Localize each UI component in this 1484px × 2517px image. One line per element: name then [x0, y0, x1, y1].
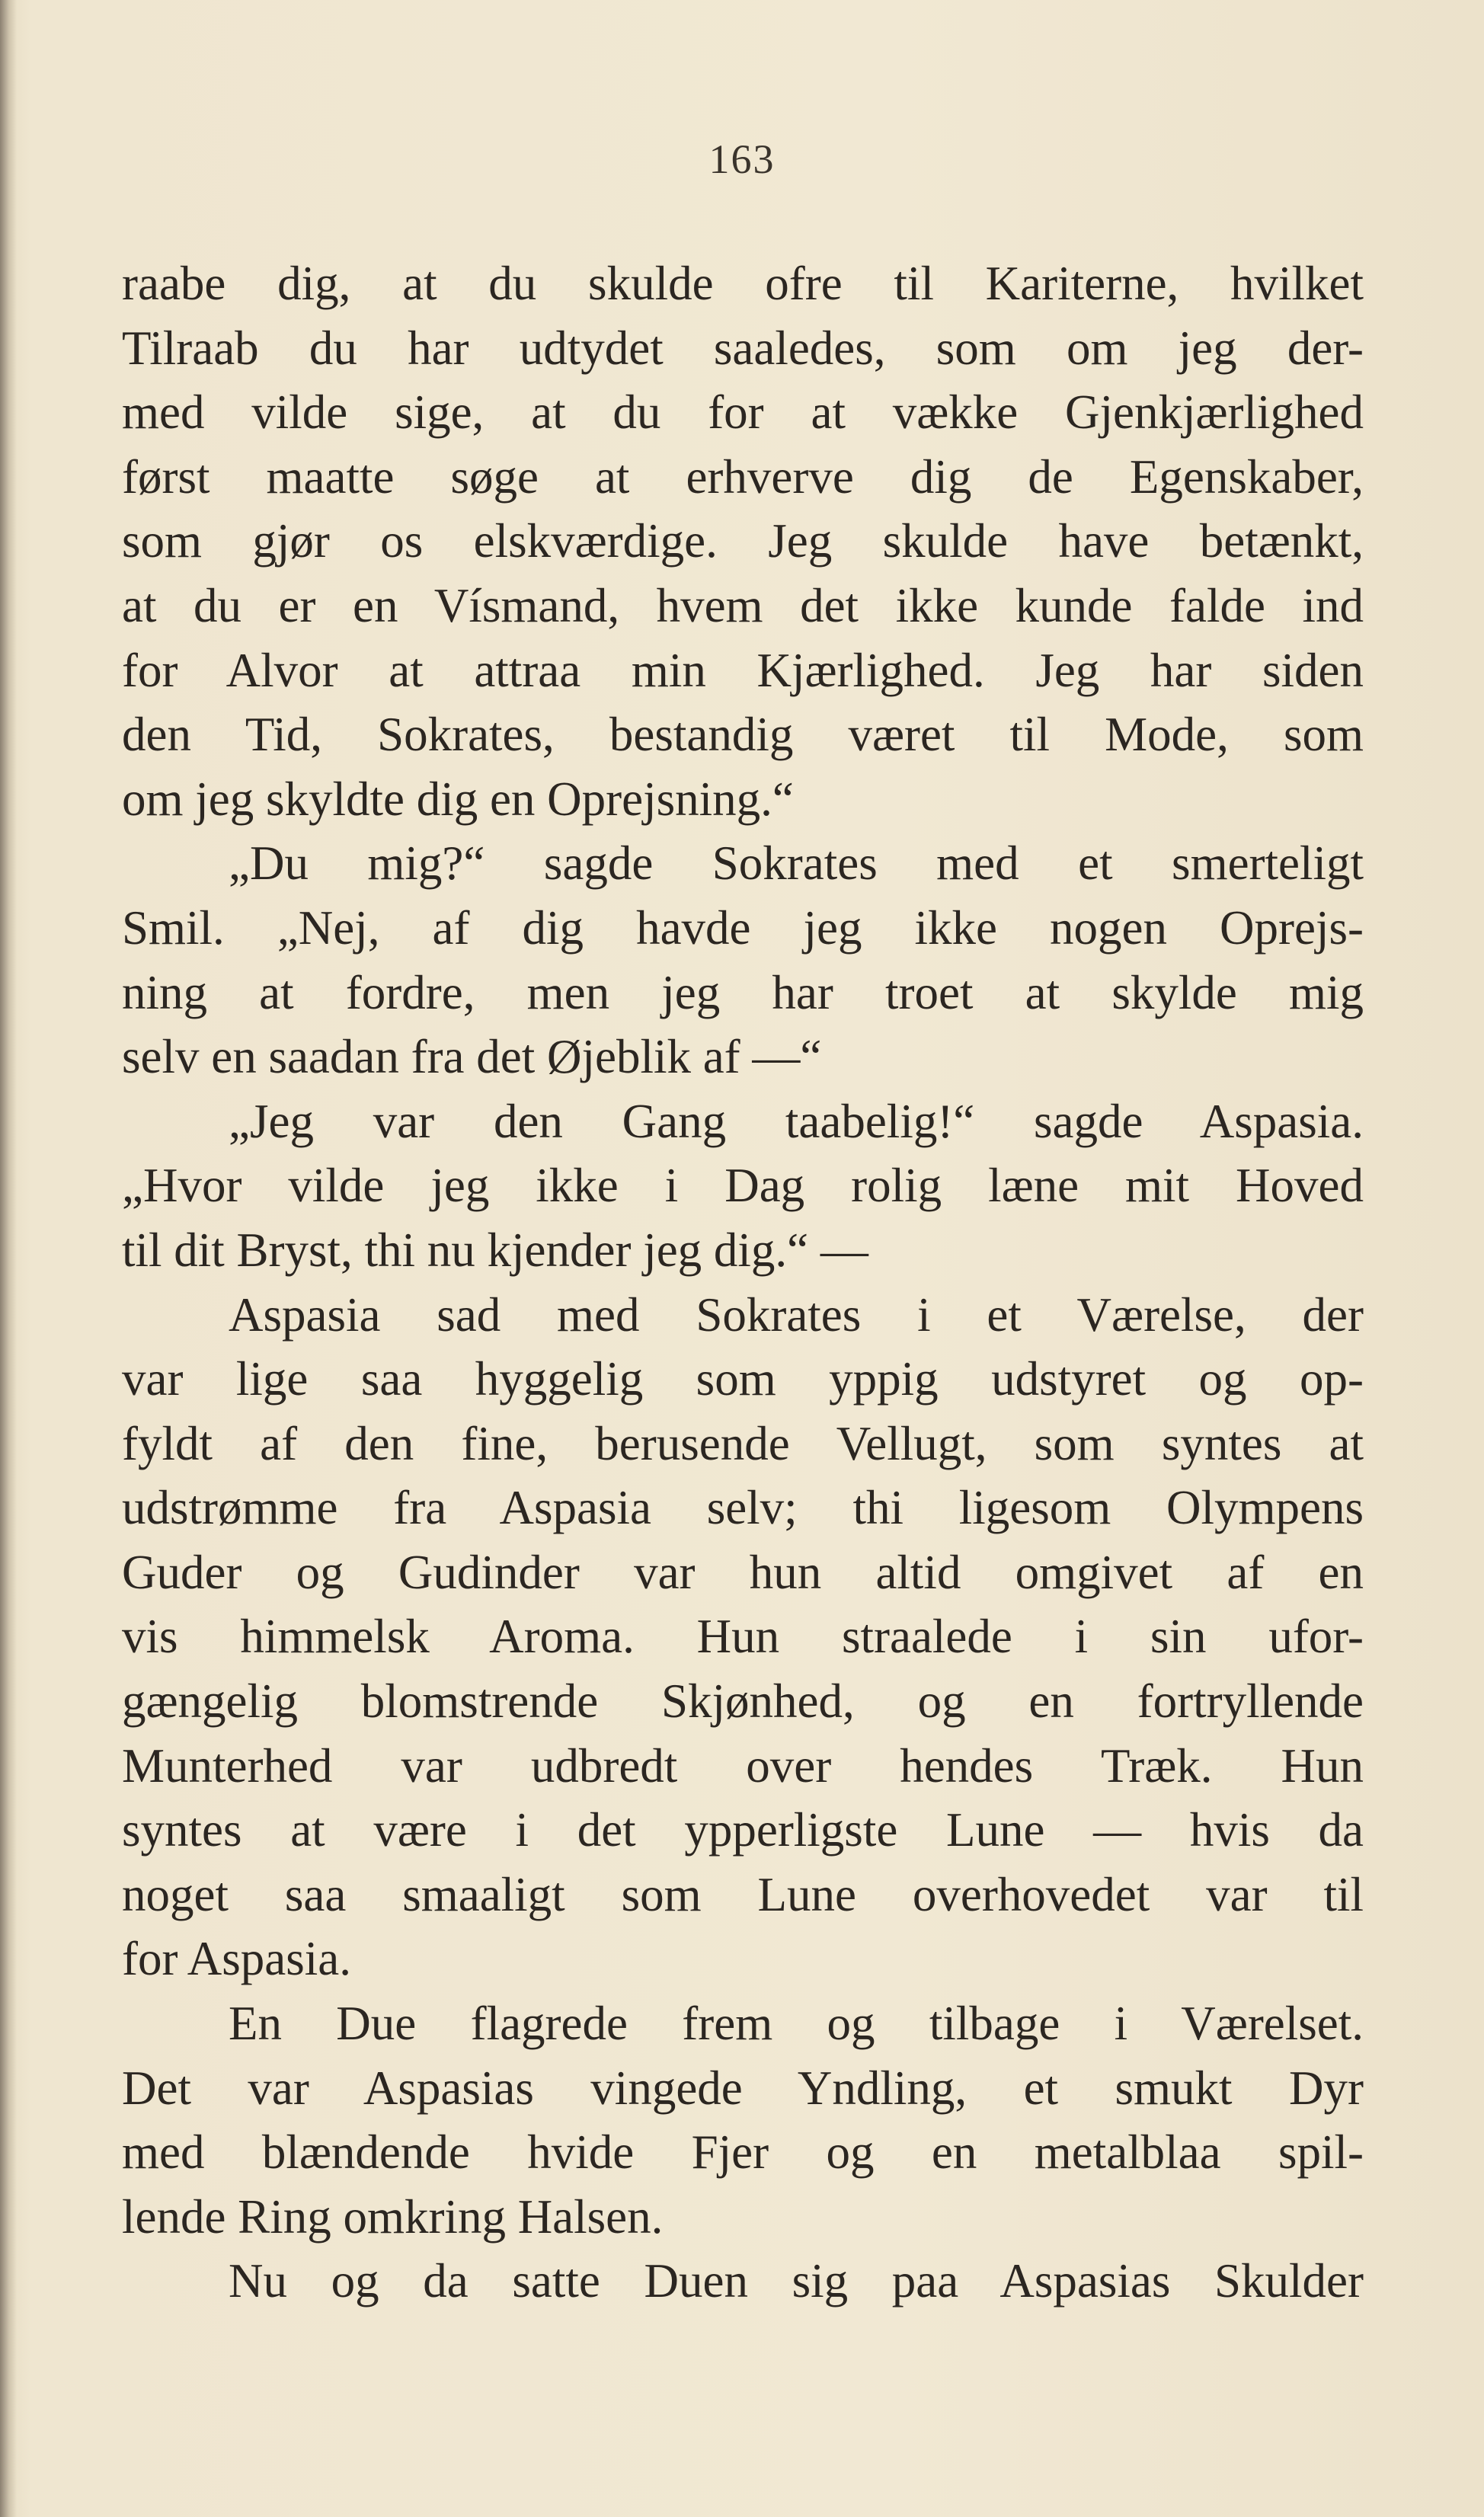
- text-line: vis himmelsk Aroma. Hun straalede i sin ufor-: [122, 1610, 1364, 1664]
- text-line: at du er en Vísmand, hvem det ikke kunde falde ind: [122, 578, 1364, 632]
- text-line: til dit Bryst, thi nu kjender jeg dig.“ —: [122, 1223, 868, 1277]
- text-line: selv en saadan fra det Øjeblik af —“: [122, 1030, 822, 1084]
- text-line: lende Ring omkring Halsen.: [122, 2189, 664, 2244]
- text-line: Aspasia sad med Sokrates i et Værelse, der: [229, 1287, 1364, 1342]
- text-line: først maatte søge at erhverve dig de Egenskaber,: [122, 449, 1364, 504]
- text-line: Guder og Gudinder var hun altid omgivet af en: [122, 1545, 1364, 1599]
- text-line: den Tid, Sokrates, bestandig været til Mode, som: [122, 708, 1364, 762]
- text-line: om jeg skyldte dig en Oprejsning.“: [122, 772, 794, 826]
- page-number: 163: [708, 136, 776, 182]
- text-line: med vilde sige, at du for at vække Gjenkjærlighed: [122, 385, 1364, 440]
- text-line: fyldt af den fine, berusende Vellugt, som syntes at: [122, 1416, 1364, 1470]
- text-line: „Du mig?“ sagde Sokrates med et smerteligt: [229, 836, 1364, 891]
- text-line: raabe dig, at du skulde ofre til Kariterne, hvilket: [122, 257, 1364, 310]
- text-line: ning at fordre, men jeg har troet at skylde mig: [122, 965, 1364, 1019]
- page-binding-edge: [0, 0, 17, 2517]
- text-line: Smil. „Nej, af dig havde jeg ikke nogen Oprejs-: [122, 900, 1364, 955]
- text-line: for Alvor at attraa min Kjærlighed. Jeg har siden: [122, 643, 1364, 697]
- text-line: syntes at være i det ypperligste Lune — hvis da: [122, 1803, 1364, 1857]
- text-line: var lige saa hyggelig som yppig udstyret og op-: [122, 1352, 1364, 1406]
- text-line: som gjør os elskværdige. Jeg skulde have betænkt,: [122, 514, 1364, 568]
- text-line: med blændende hvide Fjer og en metalblaa spil-: [122, 2125, 1364, 2180]
- body-text: [122, 251, 1364, 2314]
- text-line: Det var Aspasias vingede Yndling, et smukt Dyr: [122, 2061, 1364, 2115]
- text-line: gængelig blomstrende Skjønhed, og en fortryllende: [122, 1674, 1364, 1729]
- text-line: „Hvor vilde jeg ikke i Dag rolig læne mit Hoved: [122, 1159, 1364, 1213]
- text-line: En Due flagrede frem og tilbage i Værelset.: [229, 1997, 1364, 2051]
- text-line: „Jeg var den Gang taabelig!“ sagde Aspasia.: [229, 1094, 1364, 1148]
- text-line: Tilraab du har udtydet saaledes, som om jeg der-: [122, 321, 1364, 375]
- text-line: udstrømme fra Aspasia selv; thi ligesom Olympens: [122, 1481, 1364, 1535]
- text-line: Munterhed var udbredt over hendes Træk. Hun: [122, 1738, 1364, 1793]
- text-line: Nu og da satte Duen sig paa Aspasias Skulder: [229, 2254, 1364, 2308]
- text-line: for Aspasia.: [122, 1932, 351, 1986]
- text-line: noget saa smaaligt som Lune overhovedet var til: [122, 1867, 1364, 1921]
